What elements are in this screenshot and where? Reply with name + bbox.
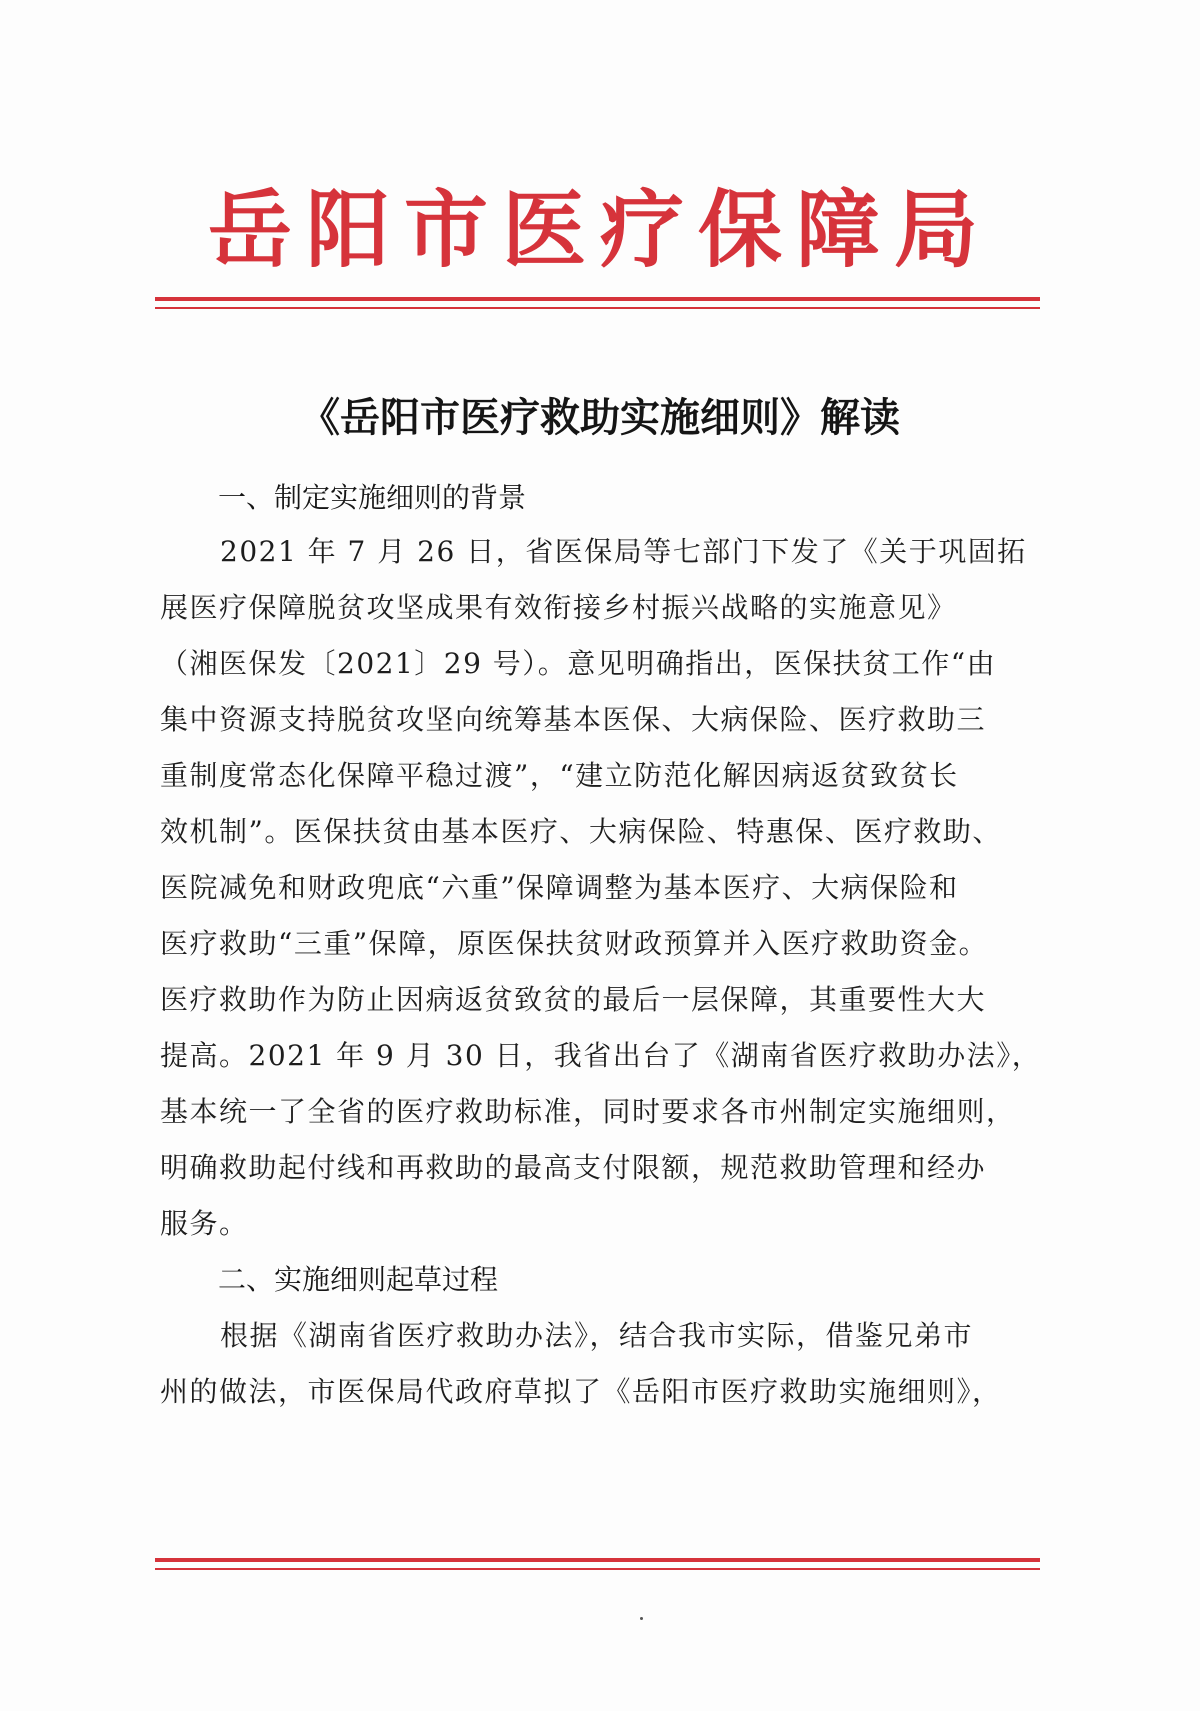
paragraph-line: 服务。 (160, 1207, 249, 1240)
paragraph-line: 集中资源支持脱贫攻坚向统筹基本医保、大病保险、医疗救助三 (160, 703, 987, 736)
paragraph-line: 医院减免和财政兜底“六重”保障调整为基本医疗、大病保险和 (160, 871, 959, 904)
paragraph-line: 明确救助起付线和再救助的最高支付限额，规范救助管理和经办 (160, 1151, 987, 1184)
paragraph-line: （湘医保发〔2021〕29 号）。意见明确指出，医保扶贫工作“由 (160, 647, 997, 680)
paragraph-line: 州的做法，市医保局代政府草拟了《岳阳市医疗救助实施细则》， (160, 1375, 1002, 1408)
paragraph-line: 2021 年 7 月 26 日，省医保局等七部门下发了《关于巩固拓 (220, 535, 1027, 568)
footer-divider-thick (155, 1558, 1040, 1562)
paragraph-line: 医疗救助“三重”保障，原医保扶贫财政预算并入医疗救助资金。 (160, 927, 989, 960)
paragraph-line: 医疗救助作为防止因病返贫致贫的最后一层保障，其重要性大大 (160, 983, 987, 1016)
section-heading-background: 一、制定实施细则的背景 (218, 481, 527, 514)
paragraph-line: 提高。2021 年 9 月 30 日，我省出台了《湖南省医疗救助办法》， (160, 1039, 1042, 1072)
paragraph-line: 重制度常态化保障平稳过渡”，“建立防范化解因病返贫致贫长 (160, 759, 959, 792)
document-title: 《岳阳市医疗救助实施细则》解读 (300, 394, 900, 441)
paragraph-line: 根据《湖南省医疗救助办法》，结合我市实际，借鉴兄弟市 (220, 1319, 974, 1352)
page-mark (640, 1617, 643, 1620)
letterhead-org-name: 岳阳市医疗保障局 (207, 181, 992, 279)
paragraph-line: 基本统一了全省的医疗救助标准，同时要求各市州制定实施细则， (160, 1095, 1016, 1128)
footer-divider-thin (155, 1568, 1040, 1570)
section-heading-drafting-process: 二、实施细则起草过程 (218, 1263, 499, 1296)
letterhead-divider-thin (155, 307, 1040, 309)
letterhead-divider-thick (155, 297, 1040, 301)
paragraph-line: 效机制”。医保扶贫由基本医疗、大病保险、特惠保、医疗救助、 (160, 815, 1002, 848)
paragraph-line: 展医疗保障脱贫攻坚成果有效衔接乡村振兴战略的实施意见》 (160, 591, 957, 624)
